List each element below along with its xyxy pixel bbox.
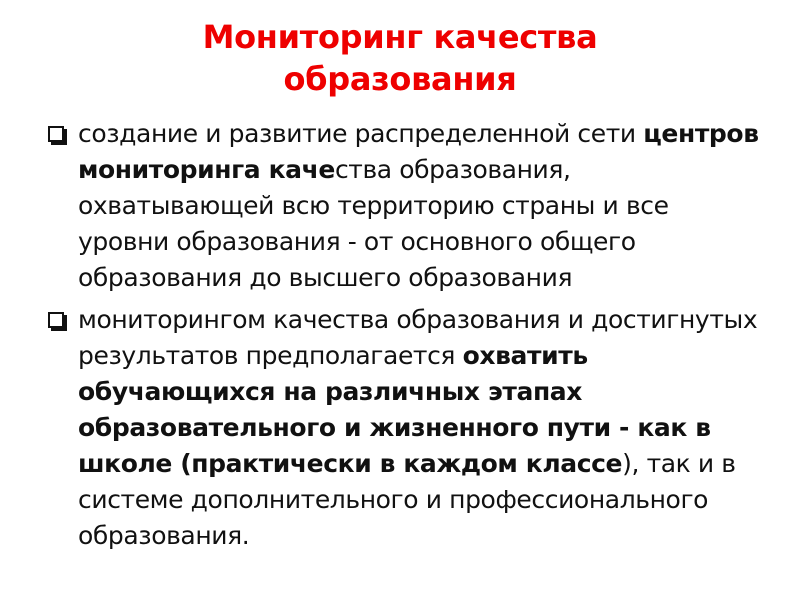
bullet-text-2	[78, 305, 757, 550]
bullet-2-text-start: мониторингом качества образования и достигнутых результатов предполагается	[78, 305, 758, 370]
bullet-1-text-start: создание и развитие распределенной сети	[78, 119, 644, 148]
bullet-1-bold-text: центров мониторинга каче	[78, 119, 759, 184]
bullet-text-1	[78, 119, 759, 292]
bullet-1-text-end: ства образования, охватывающей всю территорию страны и все уровни образования - от основного общего образования до высшего образования	[78, 155, 669, 292]
bullet-2-bold-text: охватить обучающихся на различных этапах образовательного и жизненного пути - как в школе (практически в каждом классе	[78, 341, 711, 478]
bullet-2-text-end: ), так и в системе дополнительного и профессионального образования.	[78, 449, 736, 550]
bullet-item-2	[44, 302, 764, 554]
bullet-list	[44, 116, 764, 560]
hollow-square-bullet-icon	[48, 312, 64, 328]
slide-title-line-1: Мониторинг качества	[202, 18, 598, 56]
slide-title-line-2: образования	[283, 60, 517, 98]
hollow-square-bullet-icon	[48, 126, 64, 142]
bullet-item-1	[44, 116, 764, 296]
slide-title	[0, 16, 800, 100]
